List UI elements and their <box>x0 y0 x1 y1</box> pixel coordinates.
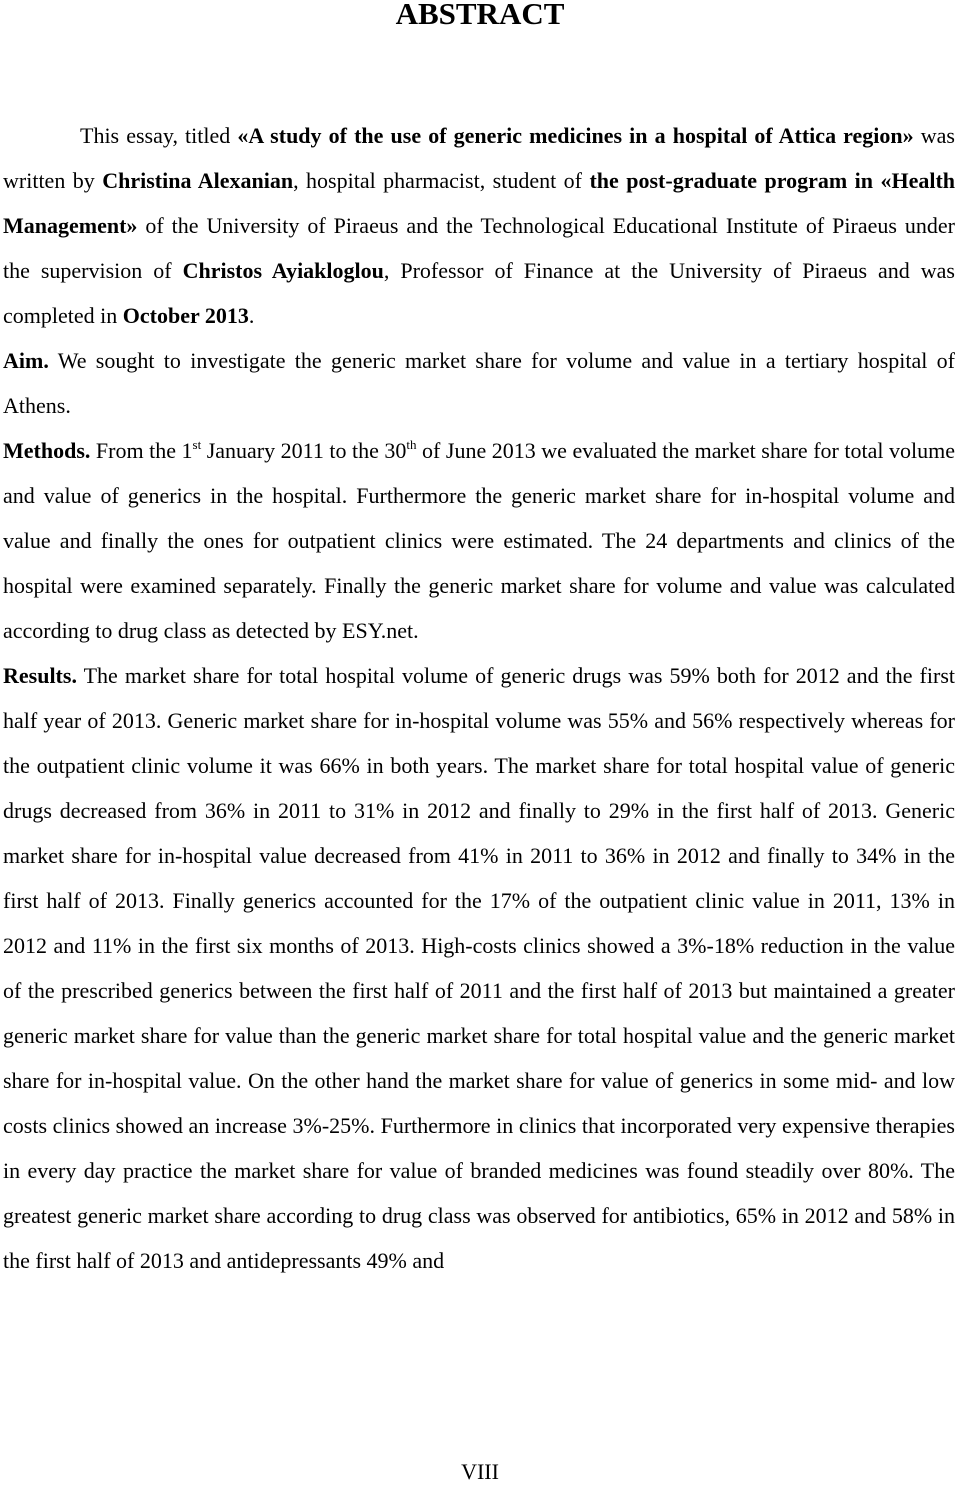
abstract-body <box>3 113 955 1283</box>
methods-text-2: January 2011 to the 30 <box>201 438 407 463</box>
intro-text-2: was written by <box>3 123 955 193</box>
aim-paragraph <box>3 338 955 428</box>
intro-text-6: . <box>248 303 255 328</box>
page-title: ABSTRACT <box>395 0 565 31</box>
intro-text-3: , hospital pharmacist, student of <box>293 168 590 193</box>
results-paragraph <box>3 653 955 1283</box>
author-name: Christina Alexanian <box>102 168 294 193</box>
intro-text-1: This essay, titled <box>80 123 238 148</box>
results-text: The market share for total hospital volume of generic drugs was 59% both for 2012 and the first half year of 2013. Generic market share for in-hospital volume was 55% and 56% respectively whereas for the outpatient clinic volume it was 66% in both years. The market share for total hospital value of generic drugs decreased from 36% in 2011 to 31% in 2012 and finally to 29% in the first half of 2013. Generic market share for in-hospital value decreased from 41% in 2011 to 36% in 2012 and finally to 34% in the first half of 2013. Finally generics accounted for the 17% of the outpatient clinic value in 2011, 13% in 2012 and 11% in the first six months of 2013. High-costs clinics showed a 3%-18% reduction in the value of the prescribed generics between the first half of 2011 and the first half of 2013 but maintained a greater generic market share for value than the generic market share for total hospital value and the generic market share for in-hospital value. On the other hand the market share for value of generics in some mid- and low costs clinics showed an increase 3%-25%. Furthermore in clinics that incorporated very expensive therapies in every day practice the market share for value of branded medicines was found steadily over 80%. The greatest generic market share according to drug class was observed for antibiotics, 65% in 2012 and 58% in the first half of 2013 and antidepressants 49% and <box>3 663 955 1273</box>
methods-superscript-st: st <box>192 437 202 452</box>
program-name: the post-graduate program in «Health Management» <box>3 168 956 238</box>
methods-paragraph <box>3 428 955 653</box>
page-number: VIII <box>461 1459 499 1484</box>
aim-label: Aim. <box>3 348 49 373</box>
methods-text-3: of June 2013 we evaluated the market share for total volume and value of generics in the hospital. Furthermore the generic market share for in-hospital volume and value and finally the ones for outpatient clinics were estimated. The 24 departments and clinics of the hospital were examined separately. Finally the generic market share for volume and value was calculated according to drug class as detected by ESY.net. <box>3 438 955 643</box>
intro-text-4: of the University of Piraeus and the Technological Educational Institute of Piraeus under the supervision of <box>3 213 955 283</box>
methods-superscript-th: th <box>406 437 417 452</box>
essay-title: «A study of the use of generic medicines in a hospital of Attica region» <box>237 123 914 148</box>
intro-paragraph <box>3 113 955 338</box>
aim-text: We sought to investigate the generic market share for volume and value in a tertiary hospital of Athens. <box>3 348 955 418</box>
intro-text-5: , Professor of Finance at the University of Piraeus and was completed in <box>3 258 955 328</box>
methods-label: Methods. <box>3 438 91 463</box>
methods-text-1: From the 1 <box>90 438 193 463</box>
supervisor-name: Christos Ayiakloglou <box>182 258 384 283</box>
completion-date: October 2013 <box>122 303 249 328</box>
results-label: Results. <box>3 663 77 688</box>
